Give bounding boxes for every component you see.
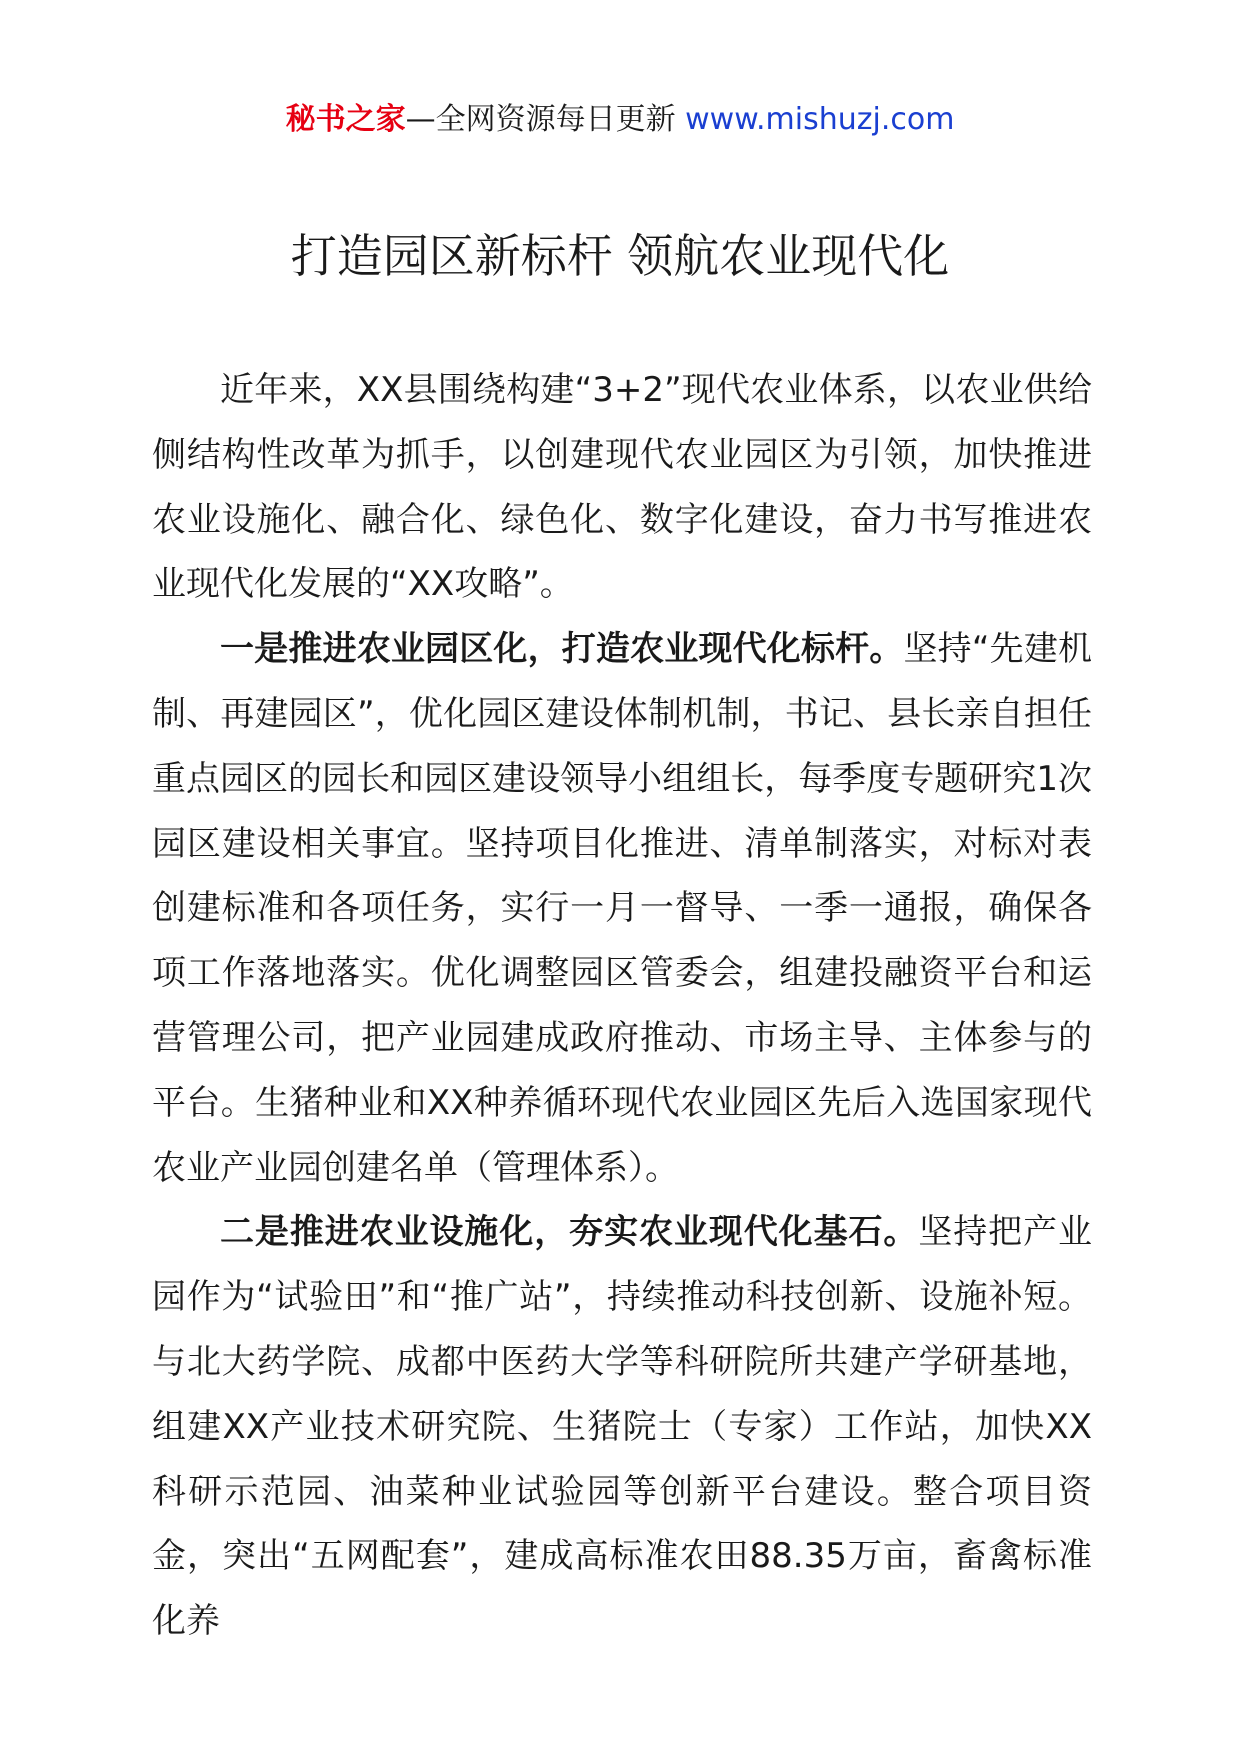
header-url-link[interactable]: www.mishuzj.com xyxy=(685,102,955,137)
document-body xyxy=(152,358,1092,1654)
paragraph-section-1 xyxy=(152,617,1092,1200)
header-brand: 秘书之家 xyxy=(285,102,406,137)
header-slogan: —全网资源每日更新 xyxy=(405,102,686,137)
page-header xyxy=(0,100,1240,140)
paragraph-lead: 一是推进农业园区化，打造农业现代化标杆。 xyxy=(220,629,904,670)
paragraph-text: 近年来，XX县围绕构建“3+2”现代农业体系，以农业供给侧结构性改革为抓手，以创建现代农业园区为引领，加快推进农业设施化、融合化、绿色化、数字化建设，奋力书写推进农业现代化发展的“XX攻略”。 xyxy=(152,370,1092,605)
paragraph-intro xyxy=(152,358,1092,617)
paragraph-lead: 二是推进农业设施化，夯实农业现代化基石。 xyxy=(220,1212,919,1253)
paragraph-text: 坚持把产业园作为“试验田”和“推广站”，持续推动科技创新、设施补短。与北大药学院、成都中医药大学等科研院所共建产学研基地，组建XX产业技术研究院、生猪院士（专家）工作站，加快XX科研示范园、油菜种业试验园等创新平台建设。整合项目资金，突出“五网配套”，建成高标准农田88.35万亩，畜禽标准化养 xyxy=(152,1212,1093,1642)
document-title: 打造园区新标杆 领航农业现代化 xyxy=(290,229,950,283)
paragraph-section-2 xyxy=(152,1200,1092,1654)
paragraph-text: 坚持“先建机制、再建园区”，优化园区建设体制机制，书记、县长亲自担任重点园区的园长和园区建设领导小组组长，每季度专题研究1次园区建设相关事宜。坚持项目化推进、清单制落实，对标对表创建标准和各项任务，实行一月一督导、一季一通报，确保各项工作落地落实。优化调整园区管委会，组建投融资平台和运营管理公司，把产业园建成政府推动、市场主导、主体参与的平台。生猪种业和XX种养循环现代农业园区先后入选国家现代农业产业园创建名单（管理体系）。 xyxy=(152,629,1092,1188)
